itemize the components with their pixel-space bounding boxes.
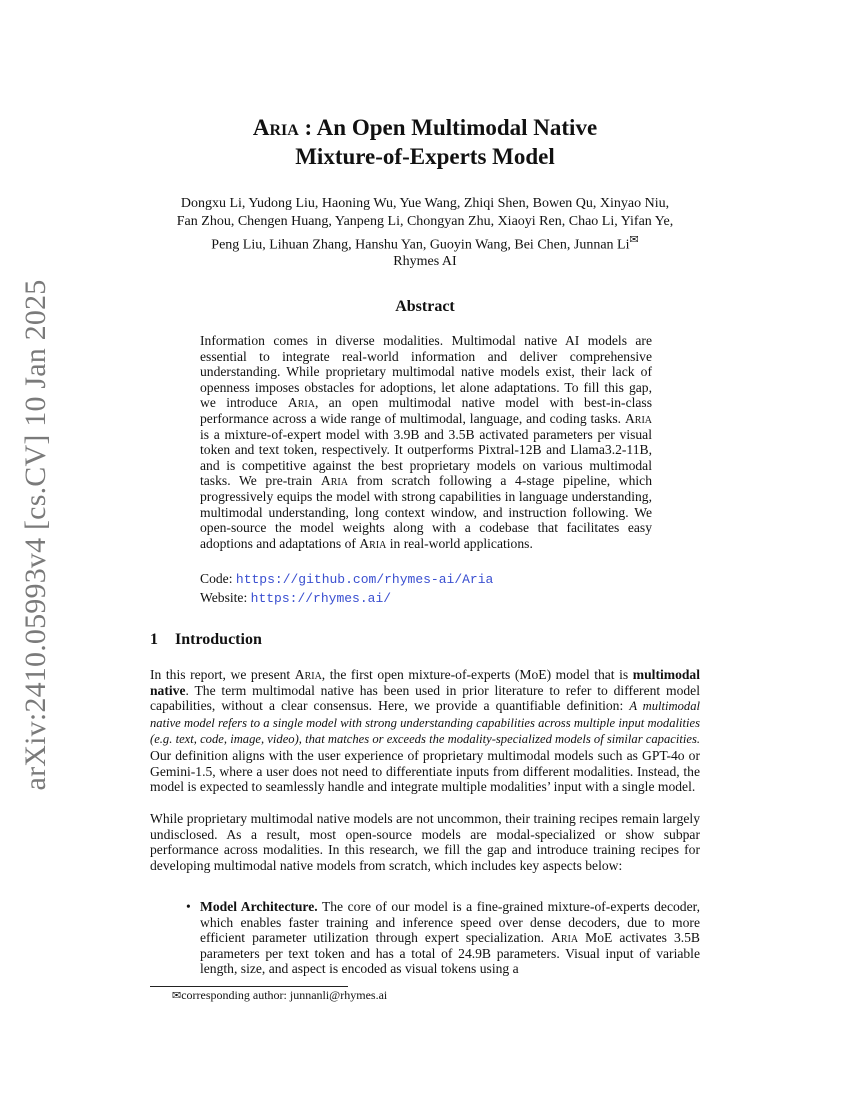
abstract-text-3: is a mixture-of-expert model with 3.9B and 3.5B activated parameters per visual token and text token, respectively. It outperforms Pixtral-12B and Llama3.2-11B, and is competitive against the best proprietary models on various multimodal tasks. We pre-train — [200, 426, 652, 489]
website-label: Website: — [200, 589, 248, 605]
authors-line1: Dongxu Li, Yudong Liu, Haoning Wu, Yue Wang, Zhiqi Shen, Bowen Qu, Xinyao Niu, — [180, 196, 670, 211]
definition-italic: A multimodal native model refers to a single model with strong understanding capabilities across multiple input modalities (e.g. text, code, image, video), that matches or exceeds the modality-specialized models of similar capacities. — [150, 699, 700, 747]
author-list — [150, 195, 700, 255]
paper-title — [150, 113, 700, 171]
section-heading-introduction — [150, 631, 262, 649]
envelope-icon: ✉ — [172, 989, 182, 1002]
intro-text: . The term multimodal native has been used in prior literature to refer to different model capabilities, without a clear consensus. Here, we provide a quantifiable definition: — [150, 682, 700, 714]
authors-line3: Peng Liu, Lihuan Zhang, Hanshu Yan, Guoyin Wang, Bei Chen, Junnan Li — [211, 237, 630, 253]
bullet-model-architecture — [200, 899, 700, 977]
arxiv-id-label: arXiv:2410.05993v4 [cs.CV] 10 Jan 2025 — [19, 279, 52, 791]
website-link[interactable]: https://rhymes.ai/ — [250, 590, 392, 606]
code-label: Code: — [200, 571, 233, 586]
arxiv-sidebar-stamp — [6, 279, 66, 791]
abstract-text-2: , an open multimodal native model with best-in-class performance across a wide range of multimodal, language, and coding tasks. — [200, 395, 653, 426]
bullet-icon: • — [186, 899, 191, 914]
intro-text: , the first open mixture-of-experts (MoE) model that is — [321, 667, 633, 682]
title-line1-rest: : An Open Multimodal Native — [298, 115, 598, 140]
abstract-text-5: in real-world applications. — [386, 535, 533, 551]
footnote — [172, 988, 387, 1003]
title-model-name: Aria — [252, 115, 299, 140]
bullet-text: The core of our model is a fine-grained mixture-of-experts decoder, which enables faster training and inference speed over dense decoders, due to more efficient parameter utilization through expert specialization. — [200, 899, 700, 946]
model-name-sc: Aria — [287, 395, 315, 411]
bullet-text: MoE activates 3.5B parameters per text token and has a total of 24.9B parameters. Visual input of variable length, size, and aspect is encoded as visual tokens using a — [200, 930, 700, 977]
authors-line2: Fan Zhou, Chengen Huang, Yanpeng Li, Chongyan Zhu, Xiaoyi Ren, Chao Li, Yifan Ye, — [176, 214, 674, 229]
abstract-text-4: from scratch following a 4-stage pipeline, which progressively equips the model with strong capabilities in language understanding, multimodal understanding, long context window, and instruction following. We open-source the model weights along with a codebase that facilitates easy adoptions and adaptations of — [200, 473, 653, 551]
footnote-rule — [150, 986, 348, 987]
model-name-sc: Aria — [359, 535, 387, 551]
model-name-sc: Aria — [320, 473, 348, 489]
envelope-icon: ✉ — [629, 233, 639, 246]
intro-paragraph-1 — [150, 667, 700, 795]
model-name-sc: Aria — [294, 667, 322, 682]
affiliation: Rhymes AI — [393, 254, 457, 269]
bold-term: multimodal native — [150, 667, 700, 698]
title-line2: Mixture-of-Experts Model — [295, 144, 555, 169]
abstract-heading: Abstract — [395, 298, 455, 315]
footnote-text: corresponding author: junnanli@rhymes.ai — [181, 988, 388, 1002]
code-link[interactable]: https://github.com/rhymes-ai/Aria — [235, 572, 494, 587]
section-title: Introduction — [175, 631, 262, 648]
abstract-text-1: Information comes in diverse modalities. Multimodal native AI models are essential to integrate real-world information and deliver comprehensive understanding. While proprietary multimodal native models exist, their lack of openness imposes obstacles for adoptions, let alone adaptations. To fill this gap, we introduce — [200, 333, 652, 411]
intro-text: Our definition aligns with the user experience of proprietary multimodal models such as GPT-4o or Gemini-1.5, where a user does not need to differentiate inputs from different modalities. Instead, the model is expected to seamlessly handle and integrate multiple modalities’ input with a single model. — [150, 747, 700, 795]
intro-paragraph-2: While proprietary multimodal native models are not uncommon, their training recipes remain largely undisclosed. As a result, most open-source models are modal-specialized or show subpar performance across modalities. In this research, we fill the gap and introduce training recipes for developing multimodal native models from scratch, which includes key aspects below: — [150, 811, 700, 873]
section-number: 1 — [150, 631, 158, 648]
model-name-sc: Aria — [551, 930, 579, 946]
bullet-heading: Model Architecture. — [200, 899, 318, 914]
model-name-sc: Aria — [624, 410, 652, 426]
resource-links — [200, 570, 493, 607]
abstract-body — [200, 333, 652, 551]
intro-text: In this report, we present — [150, 667, 295, 682]
